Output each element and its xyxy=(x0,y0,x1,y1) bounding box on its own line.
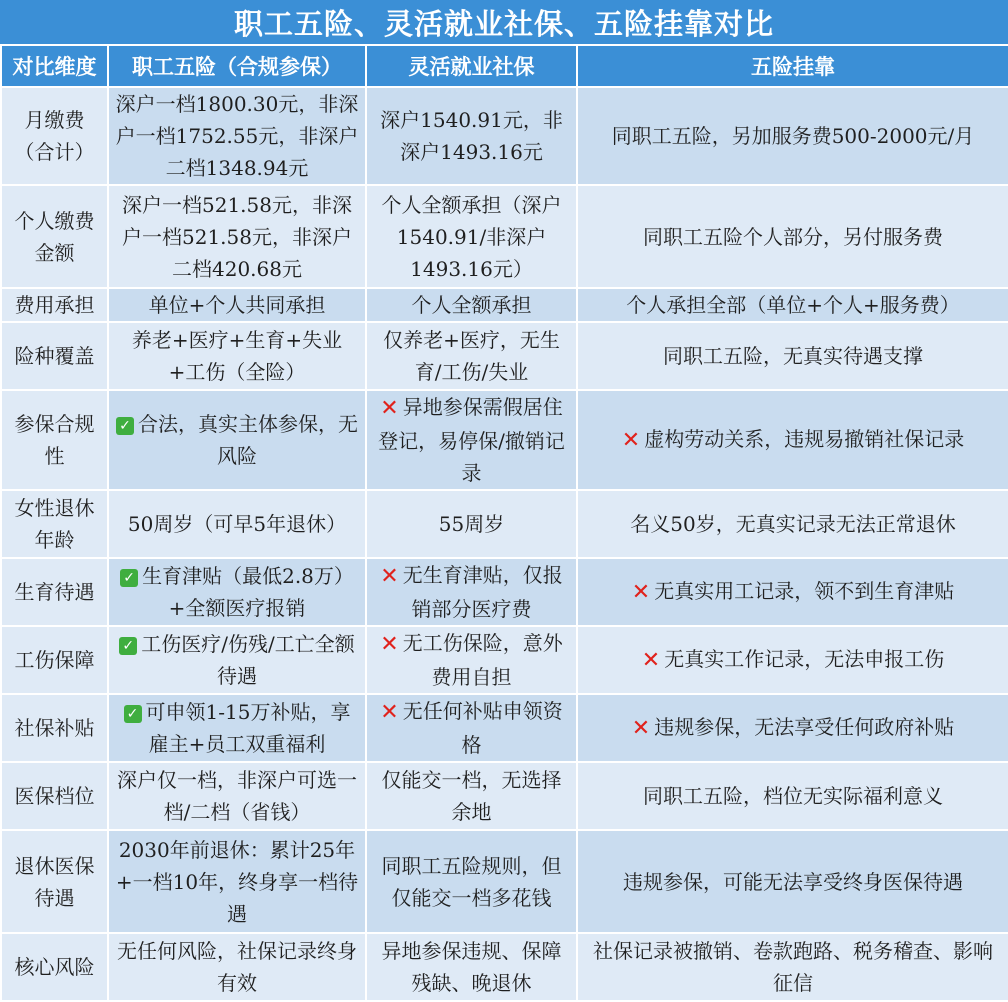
header-row xyxy=(1,45,1008,87)
cell-employee: 深户仅一档，非深户可选一档/二档（省钱） xyxy=(108,762,366,830)
row-dimension: 月缴费（合计） xyxy=(1,87,108,185)
cross-icon: ✕ xyxy=(380,396,399,421)
cell-flexible: 个人全额承担（深户1540.91/非深户1493.16元） xyxy=(366,185,577,288)
header-affiliated-insurance: 五险挂靠 xyxy=(577,45,1008,87)
row-dimension: 生育待遇 xyxy=(1,558,108,626)
cell-text: 可申领1-15万补贴，享雇主+员工双重福利 xyxy=(145,700,351,756)
row-dimension: 个人缴费金额 xyxy=(1,185,108,288)
table-row xyxy=(1,830,1008,933)
check-icon: ✓ xyxy=(116,417,134,435)
cell-affiliated xyxy=(577,558,1008,626)
cross-icon: ✕ xyxy=(631,716,651,741)
cross-icon: ✕ xyxy=(380,700,399,725)
cell-flexible xyxy=(366,390,577,490)
cell-affiliated xyxy=(577,626,1008,694)
cell-text: 无任何补贴申领资格 xyxy=(402,699,563,757)
table-row xyxy=(1,694,1008,762)
cell-text: 工伤医疗/伤残/工亡全额待遇 xyxy=(141,632,355,688)
header-dimension: 对比维度 xyxy=(1,45,108,87)
cell-affiliated: 同职工五险，无真实待遇支撑 xyxy=(577,322,1008,390)
row-dimension: 险种覆盖 xyxy=(1,322,108,390)
row-dimension: 核心风险 xyxy=(1,933,108,1001)
cell-employee: 养老+医疗+生育+失业+工伤（全险） xyxy=(108,322,366,390)
table-row xyxy=(1,288,1008,322)
cell-affiliated: 同职工五险个人部分，另付服务费 xyxy=(577,185,1008,288)
cell-affiliated: 同职工五险，档位无实际福利意义 xyxy=(577,762,1008,830)
cell-flexible: 个人全额承担 xyxy=(366,288,577,322)
comparison-table xyxy=(0,44,1008,1002)
table-row xyxy=(1,490,1008,558)
cell-flexible: 异地参保违规、保障残缺、晚退休 xyxy=(366,933,577,1001)
cell-affiliated xyxy=(577,390,1008,490)
cell-text: 合法，真实主体参保，无风险 xyxy=(138,412,358,468)
row-dimension: 退休医保待遇 xyxy=(1,830,108,933)
cell-affiliated: 个人承担全部（单位+个人+服务费） xyxy=(577,288,1008,322)
cell-text: 无真实工作记录，无法申报工伤 xyxy=(664,647,945,671)
table-row xyxy=(1,390,1008,490)
cell-flexible: 55周岁 xyxy=(366,490,577,558)
cross-icon: ✕ xyxy=(380,632,399,657)
cell-flexible: 深户1540.91元，非深户1493.16元 xyxy=(366,87,577,185)
row-dimension: 参保合规性 xyxy=(1,390,108,490)
cell-employee: 50周岁（可早5年退休） xyxy=(108,490,366,558)
table-row xyxy=(1,762,1008,830)
cell-text: 生育津贴（最低2.8万）+全额医疗报销 xyxy=(142,564,354,620)
check-icon: ✓ xyxy=(120,569,138,587)
check-icon: ✓ xyxy=(119,637,137,655)
cell-flexible: 同职工五险规则，但仅能交一档多花钱 xyxy=(366,830,577,933)
cell-employee xyxy=(108,558,366,626)
cell-flexible xyxy=(366,694,577,762)
table-row xyxy=(1,626,1008,694)
cell-affiliated: 违规参保，可能无法享受终身医保待遇 xyxy=(577,830,1008,933)
cell-employee xyxy=(108,390,366,490)
cell-text: 违规参保，无法享受任何政府补贴 xyxy=(654,715,955,739)
cell-affiliated: 同职工五险，另加服务费500-2000元/月 xyxy=(577,87,1008,185)
cell-employee: 无任何风险，社保记录终身有效 xyxy=(108,933,366,1001)
row-dimension: 工伤保障 xyxy=(1,626,108,694)
cross-icon: ✕ xyxy=(380,564,399,589)
cell-employee: 单位+个人共同承担 xyxy=(108,288,366,322)
table-row xyxy=(1,558,1008,626)
table-row xyxy=(1,87,1008,185)
cell-affiliated: 社保记录被撤销、卷款跑路、税务稽查、影响征信 xyxy=(577,933,1008,1001)
check-icon: ✓ xyxy=(124,705,142,723)
cell-text: 无真实用工记录，领不到生育津贴 xyxy=(654,579,955,603)
cell-employee: 深户一档521.58元，非深户一档521.58元，非深户二档420.68元 xyxy=(108,185,366,288)
cell-affiliated xyxy=(577,694,1008,762)
cell-flexible: 仅养老+医疗，无生育/工伤/失业 xyxy=(366,322,577,390)
cell-flexible: 仅能交一档，无选择余地 xyxy=(366,762,577,830)
cell-flexible xyxy=(366,626,577,694)
row-dimension: 社保补贴 xyxy=(1,694,108,762)
row-dimension: 女性退休年龄 xyxy=(1,490,108,558)
cell-text: 虚构劳动关系，违规易撤销社保记录 xyxy=(644,427,965,451)
cell-affiliated: 名义50岁，无真实记录无法正常退休 xyxy=(577,490,1008,558)
row-dimension: 医保档位 xyxy=(1,762,108,830)
cross-icon: ✕ xyxy=(631,580,651,605)
header-employee-insurance: 职工五险（合规参保） xyxy=(108,45,366,87)
table-row xyxy=(1,185,1008,288)
cell-employee: 深户一档1800.30元，非深户一档1752.55元，非深户二档1348.94元 xyxy=(108,87,366,185)
cell-employee: 2030年前退休：累计25年+一档10年，终身享一档待遇 xyxy=(108,830,366,933)
cell-employee xyxy=(108,694,366,762)
cell-flexible xyxy=(366,558,577,626)
table-row xyxy=(1,322,1008,390)
cross-icon: ✕ xyxy=(641,648,661,673)
header-flexible-employment: 灵活就业社保 xyxy=(366,45,577,87)
page-title: 职工五险、灵活就业社保、五险挂靠对比 xyxy=(0,0,1008,44)
cell-text: 异地参保需假居住登记，易停保/撤销记录 xyxy=(378,395,565,485)
cell-text: 无工伤保险，意外费用自担 xyxy=(402,631,563,689)
table-row xyxy=(1,933,1008,1001)
cell-text: 无生育津贴，仅报销部分医疗费 xyxy=(402,563,563,621)
cell-employee xyxy=(108,626,366,694)
cross-icon: ✕ xyxy=(621,428,641,453)
row-dimension: 费用承担 xyxy=(1,288,108,322)
